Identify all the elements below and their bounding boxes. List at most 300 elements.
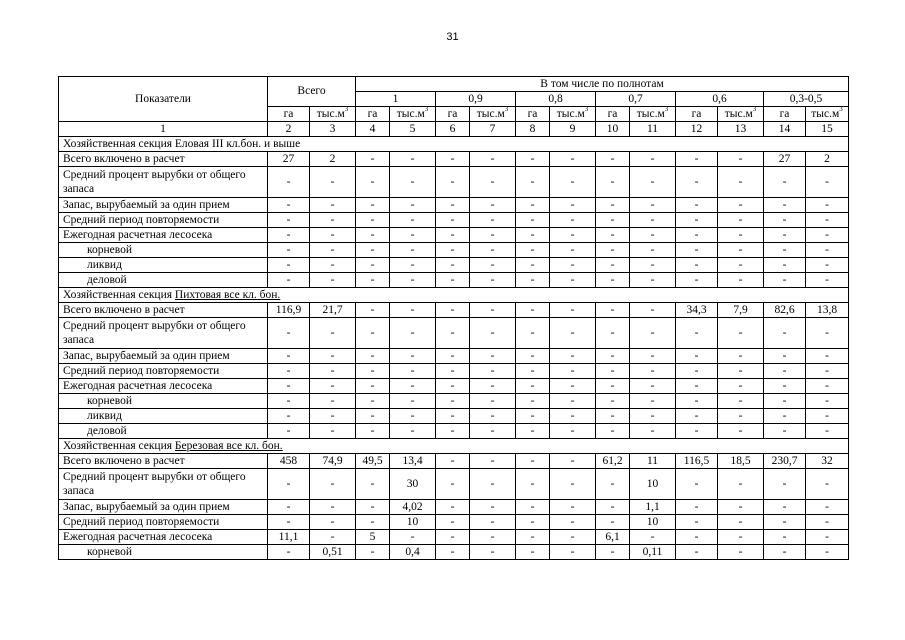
table-cell: - (436, 409, 470, 424)
table-cell: - (676, 530, 718, 545)
table-cell: - (516, 273, 550, 288)
table-cell: - (356, 318, 390, 349)
table-cell: - (390, 228, 436, 243)
table-cell: - (596, 469, 630, 500)
table-cell: - (764, 213, 806, 228)
section-title-prefix: Хозяйственная секция (63, 439, 175, 452)
table-cell: - (764, 545, 806, 560)
table-cell: - (436, 349, 470, 364)
table-cell: - (516, 228, 550, 243)
table-cell: - (470, 545, 516, 560)
table-cell: - (630, 258, 676, 273)
table-row (59, 530, 849, 545)
table-cell: - (630, 394, 676, 409)
header-total: Всего (268, 77, 356, 107)
table-cell: - (718, 318, 764, 349)
table-cell: - (470, 349, 516, 364)
table-cell: - (550, 364, 596, 379)
table-cell: - (390, 364, 436, 379)
table-cell: - (516, 318, 550, 349)
table-cell: - (806, 545, 849, 560)
table-cell: - (718, 394, 764, 409)
column-number: 12 (676, 122, 718, 137)
table-cell: - (676, 469, 718, 500)
table-cell: - (310, 228, 356, 243)
row-label: ликвид (59, 258, 268, 273)
table-cell: - (630, 424, 676, 439)
table-cell: - (470, 258, 516, 273)
table-cell: - (676, 349, 718, 364)
table-row (59, 243, 849, 258)
table-cell: 6,1 (596, 530, 630, 545)
unit-volume-text: тыс.м (811, 107, 840, 120)
table-cell: - (630, 318, 676, 349)
table-cell: - (310, 469, 356, 500)
table-cell: 7,9 (718, 303, 764, 318)
table-cell: - (596, 167, 630, 198)
table-cell: - (470, 424, 516, 439)
table-cell: - (310, 258, 356, 273)
table-cell: 27 (268, 152, 310, 167)
table-cell: - (516, 364, 550, 379)
table-cell: - (310, 364, 356, 379)
table-cell: - (676, 167, 718, 198)
table-cell: 0,4 (390, 545, 436, 560)
column-number: 14 (764, 122, 806, 137)
table-cell: 116,5 (676, 454, 718, 469)
table-cell: - (550, 379, 596, 394)
table-cell: - (806, 243, 849, 258)
row-label: Средний период повторяемости (59, 515, 268, 530)
table-cell: - (764, 198, 806, 213)
table-cell: - (516, 213, 550, 228)
header-density-4: 0,7 (596, 92, 676, 107)
table-cell: - (596, 213, 630, 228)
table-cell: - (310, 530, 356, 545)
header-unit-volume (806, 107, 849, 122)
table-cell: - (436, 500, 470, 515)
table-cell: - (676, 394, 718, 409)
table-cell: - (436, 167, 470, 198)
table-cell: - (550, 243, 596, 258)
table-cell: - (516, 258, 550, 273)
table-row (59, 364, 849, 379)
column-number: 7 (470, 122, 516, 137)
table-cell: - (470, 500, 516, 515)
column-number: 5 (390, 122, 436, 137)
table-cell: - (516, 545, 550, 560)
table-cell: - (764, 379, 806, 394)
row-label: Запас, вырубаемый за один прием (59, 198, 268, 213)
row-label: Средний период повторяемости (59, 364, 268, 379)
table-cell: - (718, 409, 764, 424)
table-cell: - (806, 500, 849, 515)
table-row (59, 424, 849, 439)
table-cell: - (764, 500, 806, 515)
table-cell: - (516, 469, 550, 500)
table-row (59, 349, 849, 364)
table-cell: - (356, 228, 390, 243)
table-cell: - (596, 394, 630, 409)
table-cell: - (596, 409, 630, 424)
table-cell: - (718, 424, 764, 439)
table-cell: - (268, 228, 310, 243)
table-row (59, 228, 849, 243)
table-cell: - (550, 349, 596, 364)
table-cell: - (596, 303, 630, 318)
table-cell: 21,7 (310, 303, 356, 318)
table-cell: - (470, 273, 516, 288)
row-label: корневой (59, 243, 268, 258)
table-cell: - (436, 530, 470, 545)
table-cell: - (550, 530, 596, 545)
table-row (59, 198, 849, 213)
table-row (59, 258, 849, 273)
header-unit-ha: га (676, 107, 718, 122)
table-cell: - (630, 273, 676, 288)
header-unit-volume (390, 107, 436, 122)
table-cell: - (356, 303, 390, 318)
table-row (59, 515, 849, 530)
table-cell: - (516, 394, 550, 409)
table-cell: - (436, 152, 470, 167)
table-row (59, 379, 849, 394)
table-cell: - (630, 198, 676, 213)
table-cell: - (516, 500, 550, 515)
table-cell: - (470, 530, 516, 545)
table-cell: - (268, 394, 310, 409)
table-row (59, 454, 849, 469)
table-cell: 4,02 (390, 500, 436, 515)
table-cell: 2 (310, 152, 356, 167)
table-cell: - (516, 379, 550, 394)
table-cell: - (436, 258, 470, 273)
table-cell: 11 (630, 454, 676, 469)
table-cell: - (356, 349, 390, 364)
table-cell: - (470, 469, 516, 500)
table-cell: - (390, 530, 436, 545)
table-cell: - (516, 349, 550, 364)
table-cell: - (310, 318, 356, 349)
table-cell: - (550, 228, 596, 243)
table-cell: - (310, 409, 356, 424)
table-cell: - (516, 303, 550, 318)
table-cell: - (268, 198, 310, 213)
table-cell: - (676, 198, 718, 213)
column-number: 4 (356, 122, 390, 137)
table-cell: - (390, 318, 436, 349)
table-cell: - (356, 364, 390, 379)
table-cell: - (310, 198, 356, 213)
table-cell: - (718, 379, 764, 394)
section-title-prefix: Хозяйственная секция (63, 137, 175, 150)
table-cell: - (268, 349, 310, 364)
column-number: 3 (310, 122, 356, 137)
table-cell: - (806, 228, 849, 243)
table-cell: - (550, 545, 596, 560)
table-cell: 18,5 (718, 454, 764, 469)
row-label: Средний процент вырубки от общего запаса (59, 469, 268, 500)
table-cell: - (550, 198, 596, 213)
table-cell: - (806, 364, 849, 379)
table-cell: - (764, 273, 806, 288)
table-cell: - (268, 213, 310, 228)
table-cell: - (310, 500, 356, 515)
table-cell: - (550, 500, 596, 515)
table-cell: - (718, 515, 764, 530)
table-cell: - (676, 258, 718, 273)
table-cell: - (470, 364, 516, 379)
header-unit-volume (718, 107, 764, 122)
table-cell: - (356, 379, 390, 394)
table-cell: - (356, 213, 390, 228)
table-cell: 5 (356, 530, 390, 545)
table-row (59, 273, 849, 288)
table-cell: - (310, 515, 356, 530)
table-cell: - (268, 318, 310, 349)
table-cell: - (516, 454, 550, 469)
table-cell: - (676, 273, 718, 288)
table-cell: - (630, 530, 676, 545)
unit-volume-text: тыс.м (556, 107, 585, 120)
table-cell: - (390, 303, 436, 318)
header-unit-ha: га (356, 107, 390, 122)
table-cell: - (390, 273, 436, 288)
table-cell: - (436, 273, 470, 288)
table-cell: - (806, 394, 849, 409)
table-cell: - (718, 273, 764, 288)
table-cell: - (436, 318, 470, 349)
table-cell: - (436, 454, 470, 469)
table-cell: - (676, 318, 718, 349)
table-cell: - (718, 530, 764, 545)
table-cell: - (470, 243, 516, 258)
table-cell: - (470, 454, 516, 469)
table-cell: - (436, 213, 470, 228)
table-cell: - (550, 409, 596, 424)
table-cell: - (310, 379, 356, 394)
header-by-density: В том числе по полнотам (356, 77, 849, 92)
header-column-numbers (59, 122, 849, 137)
table-cell: - (718, 349, 764, 364)
table-cell: - (676, 364, 718, 379)
table-row (59, 318, 849, 349)
row-label: Средний процент вырубки от общего запаса (59, 318, 268, 349)
header-density-6: 0,3-0,5 (764, 92, 849, 107)
row-label: Средний период повторяемости (59, 213, 268, 228)
table-cell: - (630, 152, 676, 167)
table-cell: - (356, 273, 390, 288)
row-label: Запас, вырубаемый за один прием (59, 500, 268, 515)
table-cell: 0,51 (310, 545, 356, 560)
table-cell: - (356, 167, 390, 198)
table-cell: - (310, 243, 356, 258)
table-cell: - (630, 364, 676, 379)
column-number: 15 (806, 122, 849, 137)
table-cell: - (630, 379, 676, 394)
table-cell: - (390, 258, 436, 273)
table-row (59, 409, 849, 424)
table-cell: - (806, 409, 849, 424)
unit-volume-superscript: 3 (664, 106, 669, 113)
section-title (59, 288, 849, 303)
table-cell: - (390, 424, 436, 439)
table-cell: - (268, 364, 310, 379)
row-label: Всего включено в расчет (59, 454, 268, 469)
section-header-row (59, 137, 849, 152)
table-cell: - (356, 515, 390, 530)
header-unit-ha: га (436, 107, 470, 122)
section-title (59, 439, 849, 454)
unit-volume-superscript: 3 (424, 106, 429, 113)
table-cell: 1,1 (630, 500, 676, 515)
table-cell: - (764, 243, 806, 258)
table-cell: - (630, 228, 676, 243)
table-cell: - (676, 424, 718, 439)
section-title-name: Березовая все кл. бон. (174, 439, 283, 452)
table-cell: - (268, 545, 310, 560)
table-row (59, 303, 849, 318)
table-cell: - (718, 167, 764, 198)
table-cell: - (356, 409, 390, 424)
table-cell: - (596, 379, 630, 394)
table-cell: - (806, 198, 849, 213)
table-cell: - (596, 198, 630, 213)
table-cell: - (676, 545, 718, 560)
table-cell: - (390, 167, 436, 198)
table-cell: 13,8 (806, 303, 849, 318)
table-cell: 10 (630, 515, 676, 530)
table-cell: - (596, 500, 630, 515)
table-cell: - (550, 273, 596, 288)
table-cell: - (310, 167, 356, 198)
table-row (59, 545, 849, 560)
allowable-cut-table (58, 76, 849, 560)
table-cell: - (718, 258, 764, 273)
table-cell: - (268, 273, 310, 288)
table-cell: - (310, 349, 356, 364)
column-number: 13 (718, 122, 764, 137)
table-cell: 11,1 (268, 530, 310, 545)
table-cell: - (630, 303, 676, 318)
table-cell: - (390, 213, 436, 228)
table-cell: - (516, 167, 550, 198)
table-cell: - (596, 273, 630, 288)
table-cell: - (676, 515, 718, 530)
table-cell: - (550, 454, 596, 469)
table-cell: - (436, 364, 470, 379)
header-unit-ha: га (596, 107, 630, 122)
column-number: 8 (516, 122, 550, 137)
row-label: ликвид (59, 409, 268, 424)
table-cell: 30 (390, 469, 436, 500)
table-cell: - (596, 364, 630, 379)
table-cell: 49,5 (356, 454, 390, 469)
table-cell: - (630, 409, 676, 424)
table-cell: - (550, 303, 596, 318)
table-cell: - (470, 318, 516, 349)
table-cell: 13,4 (390, 454, 436, 469)
table-cell: - (356, 198, 390, 213)
table-cell: - (764, 469, 806, 500)
table-cell: - (390, 349, 436, 364)
table-cell: - (356, 424, 390, 439)
row-label: Всего включено в расчет (59, 303, 268, 318)
table-cell: - (310, 213, 356, 228)
table-cell: - (764, 167, 806, 198)
section-title-name: Пихтовая все кл. бон. (174, 288, 281, 301)
table-cell: - (596, 515, 630, 530)
row-label: деловой (59, 273, 268, 288)
table-cell: - (356, 152, 390, 167)
header-row-1 (59, 77, 849, 92)
table-cell: - (436, 303, 470, 318)
table-cell: - (470, 409, 516, 424)
table-cell: - (516, 152, 550, 167)
unit-volume-superscript: 3 (839, 106, 843, 113)
unit-volume-superscript: 3 (504, 106, 509, 113)
table-cell: 32 (806, 454, 849, 469)
table-cell: - (630, 243, 676, 258)
table-cell: - (268, 500, 310, 515)
table-cell: 61,2 (596, 454, 630, 469)
column-number: 11 (630, 122, 676, 137)
table-row (59, 500, 849, 515)
table-cell: - (268, 409, 310, 424)
table-cell: - (676, 243, 718, 258)
row-label: Ежегодная расчетная лесосека (59, 379, 268, 394)
column-number: 6 (436, 122, 470, 137)
header-unit-volume (550, 107, 596, 122)
table-cell: - (470, 515, 516, 530)
table-cell: - (516, 243, 550, 258)
table-cell: - (596, 258, 630, 273)
unit-volume-text: тыс.м (476, 107, 505, 120)
table-cell: - (764, 409, 806, 424)
table-cell: - (676, 500, 718, 515)
table-cell: - (806, 379, 849, 394)
table-cell: - (806, 213, 849, 228)
table-cell: - (356, 258, 390, 273)
table-cell: - (676, 213, 718, 228)
table-cell: - (436, 243, 470, 258)
table-cell: - (390, 394, 436, 409)
table-cell: - (310, 273, 356, 288)
table-cell: - (764, 349, 806, 364)
table-cell: 74,9 (310, 454, 356, 469)
page-number: 31 (446, 31, 459, 43)
table-cell: - (630, 167, 676, 198)
table-cell: - (718, 364, 764, 379)
table-cell: - (596, 424, 630, 439)
table-cell: - (718, 152, 764, 167)
row-label: Средний процент вырубки от общего запаса (59, 167, 268, 198)
table-cell: - (516, 409, 550, 424)
table-cell: - (390, 152, 436, 167)
section-title-name: Еловая III кл.бон. и выше (174, 137, 301, 150)
table-cell: - (516, 424, 550, 439)
table-row (59, 167, 849, 198)
table-row (59, 152, 849, 167)
table-cell: - (630, 213, 676, 228)
row-label: корневой (59, 545, 268, 560)
table-cell: - (718, 469, 764, 500)
table-cell: - (268, 243, 310, 258)
table-cell: - (470, 379, 516, 394)
table-cell: - (718, 243, 764, 258)
header-unit-volume (470, 107, 516, 122)
table-cell: - (356, 545, 390, 560)
